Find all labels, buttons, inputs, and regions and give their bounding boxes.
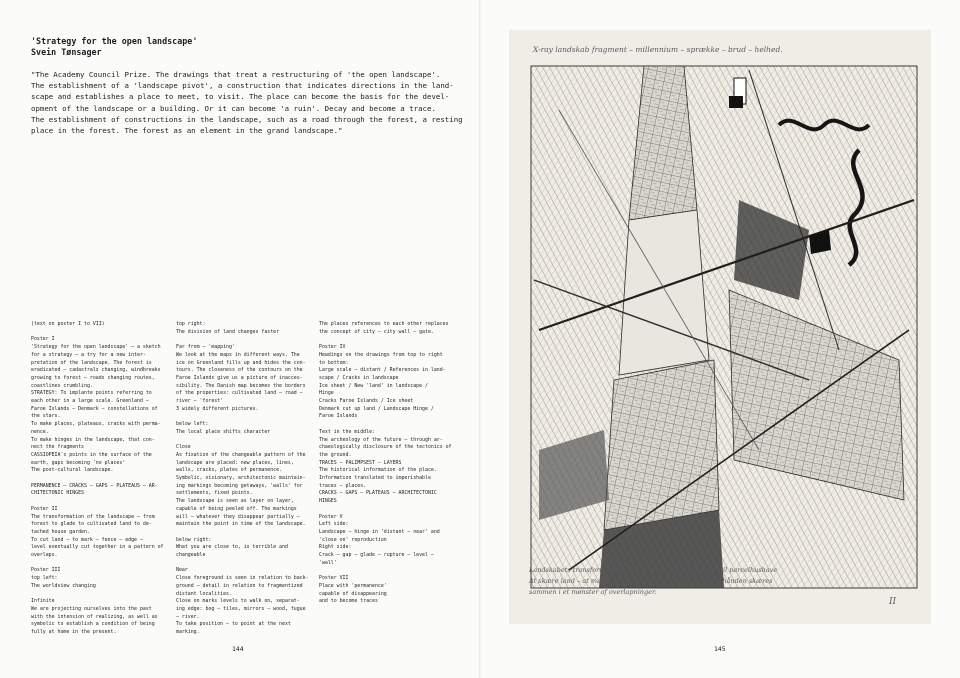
column-line: tours. The closeness of the contours on the: [176, 367, 303, 374]
column-line: Left side:: [319, 521, 349, 528]
column-line: We are projecting ourselves into the past: [31, 605, 152, 612]
column-line: [319, 567, 454, 575]
column-line: What you are close to, is terrible and: [176, 544, 288, 551]
column-line: walls, cracks, plates of permanence.: [176, 467, 282, 474]
column-line: marking.: [176, 629, 200, 636]
column-line: Near: [176, 567, 188, 574]
column-line: Close: [176, 444, 191, 451]
column-line: the concept of city – city wall – gate.: [319, 328, 434, 335]
column-line: [319, 336, 454, 344]
column-line: maintain the point in time of the landscape.: [176, 521, 306, 528]
column-line: ing edge: bog – tiles, mirrors – wood, fugue: [176, 605, 306, 612]
column-line: Text in the middle:: [319, 428, 375, 435]
column-line: fully at home in the present.: [31, 629, 117, 636]
page-number-right: 145: [714, 645, 726, 653]
column-line: STRATEGY: To implante points referring to: [31, 390, 152, 397]
column-line: [31, 591, 166, 599]
author-line: Svein Tønsager: [31, 47, 102, 57]
intro-line: "The Academy Council Prize. The drawings that treat a restructuring of 'the open landscape'.: [31, 70, 441, 79]
column-line: The post-cultural landscape.: [31, 467, 114, 474]
column-line: distant localities.: [176, 590, 232, 597]
column-line: level eventually cut together in a pattern of: [31, 544, 164, 551]
text-column-1: [31, 321, 166, 637]
column-line: settlements, fixed points.: [176, 490, 253, 497]
column-line: The places references to each other replaces: [319, 321, 449, 327]
column-line: tached house garden.: [31, 528, 90, 535]
column-line: Symbolic, visionary, architectonic maintain-: [176, 475, 306, 482]
column-line: [319, 506, 454, 514]
column-line: changeable: [176, 552, 206, 559]
text-column-2: [176, 321, 311, 637]
column-line: The division of land changes faster: [176, 328, 280, 335]
column-line: scape / Cracks in landscape: [319, 374, 399, 381]
column-line: river – 'forest': [176, 398, 224, 405]
column-line: The archeology of the future – through ar-: [319, 436, 443, 443]
column-line: Crack – gap – glade – rupture – level –: [319, 552, 434, 559]
intro-line: opment of the landscape or a building. Or it can become 'a ruin'. Decay and become a trace.: [31, 103, 436, 113]
column-line: The transformation of the landscape – from: [31, 513, 155, 520]
column-line: Right side:: [319, 544, 352, 551]
column-line: 'wall': [319, 559, 337, 566]
column-line: The historical information of the place.: [319, 467, 437, 474]
column-line: Denmark cut up land / Landscape Hinge /: [319, 405, 434, 412]
column-line: [176, 560, 311, 568]
column-line: below right:: [176, 536, 212, 543]
column-line: Headings on the drawings from top to right: [319, 351, 443, 358]
column-line: pretation of the landscape. The forest is: [31, 359, 152, 366]
column-line: To take position – to point at the next: [176, 621, 291, 628]
column-line: [176, 413, 311, 421]
column-line: symbolic to establish a condition of being: [31, 621, 155, 628]
column-line: Close on marks levels to walk on, separat-: [176, 598, 300, 605]
column-line: CRACKS – GAPS – PLATEAUS – ARCHITECTONIC: [319, 490, 437, 497]
handwriting-caption-3: sammen i et mønster af overlapninger.: [529, 588, 657, 596]
column-line: We look at the maps in different ways. The: [176, 351, 300, 358]
column-line: [31, 475, 166, 483]
plate-number: II: [889, 597, 897, 607]
book-gutter: [479, 0, 481, 678]
intro-line: The establishment of a 'landscape pivot', a construction that indicates directions in the land-: [31, 81, 454, 91]
column-line: ice on Greenland fills up and hides the con-: [176, 359, 306, 366]
page-number-left: 144: [232, 645, 244, 653]
column-line: overlaps.: [31, 552, 58, 559]
column-line: Poster VII: [319, 575, 349, 582]
column-line: Hinge: [319, 390, 334, 397]
column-line: with the intension of realizing, as well as: [31, 613, 158, 620]
handwriting-caption-2: At skære land – at markere – hegn – kant – flader der efterhånden skæres: [529, 577, 773, 585]
column-line: The local place shifts character: [176, 428, 271, 435]
column-line: [31, 560, 166, 568]
column-line: TRACES – PALIMPSEST – LAYERS: [319, 459, 402, 466]
column-line: top left:: [31, 575, 58, 582]
column-line: – river.: [176, 613, 200, 620]
column-line: 'Strategy for the open landscape' – a sketch: [31, 344, 161, 351]
handwriting-caption-1: Landskabets transformation – fra skov til lysning til mark til parcelhushave: [529, 566, 778, 574]
column-line: Cracks Faroe Islands / Ice sheet: [319, 398, 414, 405]
column-line: nect the fragments: [31, 444, 84, 451]
column-line: [31, 498, 166, 506]
column-line: [176, 529, 311, 537]
landscape-drawing: [509, 30, 931, 624]
column-line: Poster II: [31, 505, 58, 512]
column-line: To cut land – to mark – fence – edge –: [31, 536, 143, 543]
column-line: 3 widely different pictures.: [176, 405, 259, 412]
column-line: the ground.: [319, 451, 352, 458]
column-line: eradicated – cadastrals changing, windbreaks: [31, 367, 161, 374]
column-line: each other in a large scale. Greenland –: [31, 398, 149, 405]
intro-line: The establishment of constructions in the landscape, such as a road through the forest, a resting: [31, 114, 463, 124]
intro-line: scape and establishes a place to meet, to visit. The place can become the basis for the devel-: [31, 92, 450, 102]
column-line: Place with 'permanence': [319, 582, 387, 589]
column-line: landscape are placed: new places, lines,: [176, 459, 294, 466]
article-title: [31, 36, 197, 58]
column-line: will – whatever they disappear partially –: [176, 513, 300, 520]
column-line: As fixation of the changeable pattern of the: [176, 451, 306, 458]
column-line: ing markings becoming getaways, 'walls' for: [176, 482, 303, 489]
column-line: Landscape – hinge in 'distant – near' and: [319, 528, 440, 535]
intro-quote: [31, 69, 463, 136]
column-line: below left:: [176, 421, 209, 428]
column-line: HINGES: [319, 498, 337, 505]
column-line: 'close on' reproduction: [319, 536, 387, 543]
column-line: Faroe Islands give us a picture of inacces-: [176, 374, 303, 381]
column-line: Poster V: [319, 513, 343, 520]
column-line: To make hinges in the landscape, that con-: [31, 436, 155, 443]
column-line: Information translated to imperishable: [319, 475, 431, 482]
column-line: (text on poster I to VII): [31, 321, 105, 327]
column-line: coastlines crumbling.: [31, 382, 93, 389]
column-line: Infinite: [31, 598, 55, 605]
column-line: [31, 329, 166, 337]
column-line: CASSIOPEIA's points in the surface of the: [31, 451, 152, 458]
column-line: and to become traces: [319, 598, 378, 605]
column-line: traces – places.: [319, 482, 367, 489]
column-line: growing to forest – roads changing routes,: [31, 374, 155, 381]
column-line: [319, 421, 454, 429]
column-line: Far from – 'mapping': [176, 344, 235, 351]
title-line: 'Strategy for the open landscape': [31, 36, 198, 46]
column-line: chaeologically disclosure of the tectonics of: [319, 444, 452, 451]
column-line: to bottom:: [319, 359, 349, 366]
column-line: of the properties: cultivated land – road –: [176, 390, 303, 397]
column-line: top right:: [176, 321, 206, 327]
column-line: Faroe Islands – Denmark – constellations of: [31, 405, 158, 412]
intro-line: place in the forest. The forest as an element in the grand landscape.": [31, 126, 343, 136]
column-line: Large scale – distant / References in land-: [319, 367, 446, 374]
column-line: Poster IV: [319, 344, 346, 351]
column-line: CHITECTONIC HINGES: [31, 490, 84, 497]
column-line: capable of disappearing: [319, 590, 387, 597]
column-line: [176, 437, 311, 445]
column-line: [176, 336, 311, 344]
column-line: PERMANENCE – CRACKS – GAPS – PLATEAUS – AR-: [31, 482, 158, 489]
column-line: forest to glade to cultivated land to de-: [31, 521, 152, 528]
column-line: earth, gaps becoming 'no places': [31, 459, 126, 466]
column-line: The worldview changing: [31, 582, 96, 589]
column-line: Poster I: [31, 336, 55, 343]
column-line: the stars.: [31, 413, 61, 420]
text-column-3: [319, 321, 454, 606]
column-line: sibility. The Danish map becomes the borders: [176, 382, 306, 389]
column-line: The landscape is seen as layer on layer,: [176, 498, 294, 505]
column-line: To make places, plateaus, cracks with perma-: [31, 421, 161, 428]
handwriting-title: X-ray landskab fragment – millennium – sprække – brud – helhed.: [533, 45, 783, 54]
column-line: capable of being peeled off. The markings: [176, 505, 297, 512]
column-line: for a strategy – a try for a new inter-: [31, 351, 146, 358]
column-line: ground – detail in relation to fragmentized: [176, 582, 303, 589]
column-line: Faroe Islands: [319, 413, 358, 420]
column-line: Close foreground is seen in relation to back-: [176, 575, 309, 582]
column-line: Poster III: [31, 567, 61, 574]
column-line: Ice sheet / New 'land' in landscape /: [319, 382, 428, 389]
column-line: nence.: [31, 428, 49, 435]
artwork-plate: [509, 30, 931, 624]
